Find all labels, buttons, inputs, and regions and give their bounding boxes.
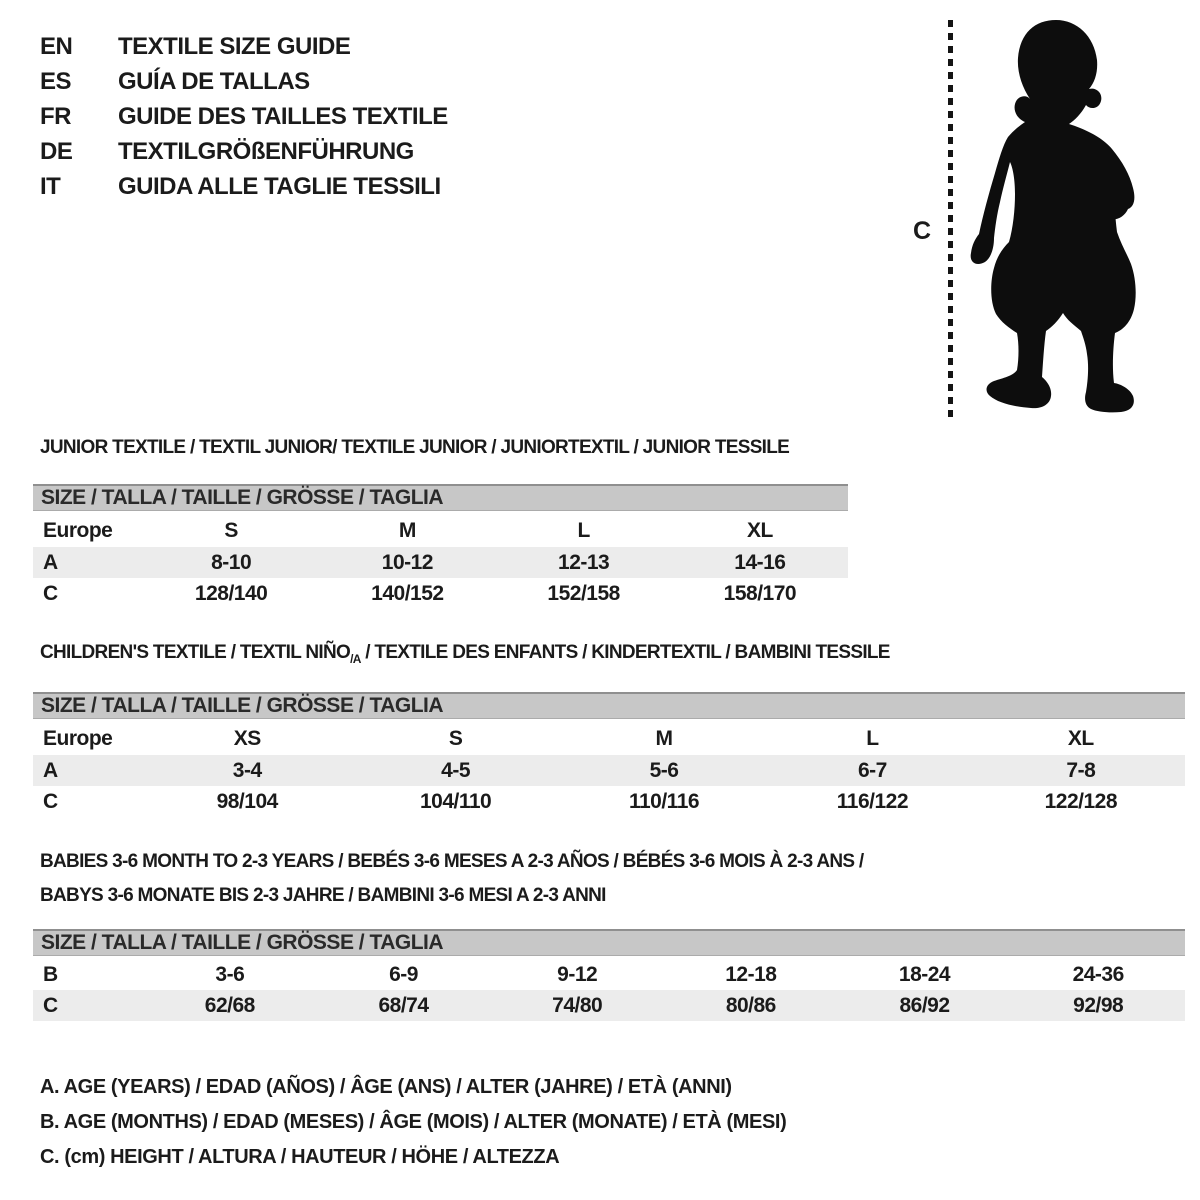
table-row-height	[33, 578, 848, 609]
size-cell: 122/128	[1044, 789, 1118, 813]
table-row-height	[33, 786, 1185, 817]
babies-title-line-2: BABYS 3-6 MONATE BIS 2-3 JAHRE / BAMBINI 3-6 MESI A 2-3 ANNI	[40, 885, 606, 906]
language-title: TEXTILGRÖßENFÜHRUNG	[118, 138, 414, 165]
legend-line-a: A. AGE (YEARS) / EDAD (AÑOS) / ÂGE (ANS) / ALTER (JAHRE) / ETÀ (ANNI)	[40, 1076, 732, 1098]
size-cell: 80/86	[725, 993, 776, 1017]
language-code: FR	[40, 103, 71, 130]
size-cell: 110/116	[628, 789, 700, 813]
column-header-size: S	[448, 726, 463, 750]
size-cell: 62/68	[204, 993, 255, 1017]
size-cell: 92/98	[1073, 993, 1124, 1017]
language-title: GUIDE DES TAILLES TEXTILE	[118, 103, 448, 130]
size-cell: 18-24	[898, 962, 951, 986]
size-cell: 6-7	[857, 758, 887, 782]
height-label-c: C	[913, 217, 932, 245]
children-title-subscript: /A	[350, 651, 361, 666]
column-header-region: Europe	[43, 726, 113, 750]
size-cell: 24-36	[1072, 962, 1124, 986]
junior-size-table	[33, 484, 848, 609]
size-cell: 104/110	[419, 789, 492, 813]
size-cell: 128/140	[194, 581, 268, 605]
size-cell: 140/152	[371, 581, 444, 605]
language-code: IT	[40, 173, 61, 200]
babies-size-table	[33, 929, 1185, 1021]
table-row-age	[33, 755, 1185, 786]
table-row-age	[33, 547, 848, 578]
size-cell: 6-9	[389, 962, 418, 986]
language-title: TEXTILE SIZE GUIDE	[118, 33, 351, 60]
babies-title-line-1: BABIES 3-6 MONTH TO 2-3 YEARS / BEBÉS 3-6 MESES A 2-3 AÑOS / BÉBÉS 3-6 MOIS À 2-3 ANS /	[40, 851, 864, 872]
language-row	[40, 99, 448, 134]
children-title-suffix: / TEXTILE DES ENFANTS / KINDERTEXTIL / BAMBINI TESSILE	[360, 642, 890, 663]
table-header-row	[33, 722, 1185, 755]
language-row	[40, 169, 448, 204]
legend-line-c: C. (cm) HEIGHT / ALTURA / HAUTEUR / HÖHE / ALTEZZA	[40, 1146, 560, 1168]
language-row	[40, 29, 448, 64]
row-label: C	[43, 993, 58, 1017]
children-section-title	[40, 641, 890, 671]
language-row	[40, 134, 448, 169]
column-header-size: XL	[746, 518, 773, 542]
size-cell: 68/74	[378, 993, 429, 1017]
column-header-size: L	[577, 518, 590, 542]
size-cell: 10-12	[381, 550, 433, 574]
language-code: ES	[40, 68, 72, 95]
size-cell: 9-12	[557, 962, 598, 986]
column-header-size: S	[224, 518, 238, 542]
toddler-silhouette-icon	[960, 16, 1146, 422]
column-header-size: XL	[1067, 726, 1094, 750]
size-cell: 3-4	[232, 758, 262, 782]
size-cell: 3-6	[215, 962, 245, 986]
column-header-region: Europe	[43, 518, 113, 542]
size-cell: 12-18	[725, 962, 777, 986]
babies-section-title	[40, 845, 1000, 913]
language-row	[40, 64, 448, 99]
size-cell: 152/158	[547, 581, 620, 605]
row-label: B	[43, 962, 58, 986]
row-label: C	[43, 581, 58, 605]
table-row-age-months	[33, 959, 1185, 990]
language-list	[40, 29, 448, 204]
language-code: DE	[40, 138, 73, 165]
column-header-size: M	[398, 518, 416, 542]
size-cell: 8-10	[211, 550, 252, 574]
size-cell: 14-16	[734, 550, 786, 574]
legend	[40, 1070, 786, 1175]
size-cell: 12-13	[558, 550, 610, 574]
table-row-height	[33, 990, 1185, 1021]
size-cell: 74/80	[552, 993, 603, 1017]
size-cell: 5-6	[649, 758, 679, 782]
language-code: EN	[40, 33, 73, 60]
row-label: A	[43, 758, 58, 782]
row-label: C	[43, 789, 58, 813]
size-header-bar: SIZE / TALLA / TAILLE / GRÖSSE / TAGLIA	[33, 929, 1185, 956]
size-cell: 98/104	[216, 789, 278, 813]
children-size-table	[33, 692, 1185, 817]
junior-section-title: JUNIOR TEXTILE / TEXTIL JUNIOR/ TEXTILE JUNIOR / JUNIORTEXTIL / JUNIOR TESSILE	[40, 437, 790, 458]
language-title: GUÍA DE TALLAS	[118, 68, 310, 95]
table-header-row	[33, 514, 848, 547]
size-cell: 116/122	[836, 789, 909, 813]
column-header-size: XS	[233, 726, 261, 750]
row-label: A	[43, 550, 58, 574]
size-cell: 4-5	[441, 758, 471, 782]
children-title-prefix: CHILDREN'S TEXTILE / TEXTIL NIÑO	[40, 642, 351, 663]
language-title: GUIDA ALLE TAGLIE TESSILI	[118, 173, 441, 200]
size-cell: 158/170	[723, 581, 797, 605]
size-cell: 7-8	[1066, 758, 1096, 782]
height-measure-dashed-line	[948, 20, 953, 418]
column-header-size: L	[866, 726, 879, 750]
size-header-bar: SIZE / TALLA / TAILLE / GRÖSSE / TAGLIA	[33, 484, 848, 511]
size-cell: 86/92	[899, 993, 950, 1017]
legend-line-b: B. AGE (MONTHS) / EDAD (MESES) / ÂGE (MOIS) / ALTER (MONATE) / ETÀ (MESI)	[40, 1111, 787, 1133]
size-header-bar: SIZE / TALLA / TAILLE / GRÖSSE / TAGLIA	[33, 692, 1185, 719]
column-header-size: M	[655, 726, 673, 750]
